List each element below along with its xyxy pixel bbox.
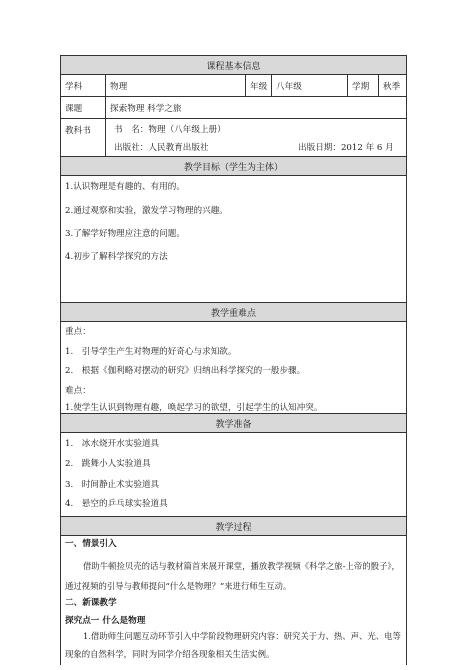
topic-value: 探索物理 科学之旅 <box>105 97 406 118</box>
focus-item: 2. 根据《伽利略对摆动的研究》归纳出科学探究的一般步骤。 <box>65 366 306 376</box>
goal-item: 1.认识物理是有趣的、有用的。 <box>65 182 185 192</box>
prep-item: 4. 悬空的乒乓球实验道具 <box>65 499 168 509</box>
goal-item: 4.初步了解科学探究的方法 <box>65 252 168 262</box>
process-title: 教学过程 <box>215 522 252 533</box>
topic-label: 课题 <box>65 103 83 114</box>
textbook-details <box>105 119 406 156</box>
inquiry1-title: 探究点一 什么是物理 <box>65 616 146 626</box>
subject-row <box>60 74 407 96</box>
subject-value: 物理 <box>105 75 245 96</box>
term-label: 学期 <box>347 75 378 96</box>
prep-body <box>60 432 407 516</box>
section1-paragraph-line2: 通过视频的引导与教师提问“什么是物理？”来进行师生互动。 <box>65 581 292 591</box>
prep-item: 2. 跳舞小人实验道具 <box>65 459 151 469</box>
difficulty-label: 难点： <box>65 386 91 396</box>
inquiry1-paragraph-line2: 现象的自然科学，同时为同学介绍各现象相关生活实例。 <box>65 649 275 659</box>
grade-value: 八年级 <box>271 75 347 96</box>
process-body <box>60 535 407 665</box>
focus-label: 重点： <box>65 327 91 337</box>
basic-info-title: 课程基本信息 <box>206 61 261 72</box>
goal-item: 3.了解学好物理应注意的问题。 <box>65 229 185 239</box>
section1-title: 一、情景引入 <box>65 539 117 549</box>
subject-label: 学科 <box>65 81 83 92</box>
difficulty-item: 1.使学生认识到物理有趣，唤起学习的欲望，引起学生的认知冲突。 <box>65 403 323 413</box>
prep-item: 3. 时间静止术实验道具 <box>65 480 160 490</box>
section2-title: 二、新课教学 <box>65 598 117 608</box>
keypoints-body <box>60 321 407 413</box>
textbook-row <box>60 118 407 156</box>
basic-info-header <box>60 55 407 74</box>
keypoints-header <box>60 302 407 321</box>
prep-header <box>60 413 407 432</box>
prep-item: 1. 冰水烧开水实验道具 <box>65 439 160 449</box>
prep-title: 教学准备 <box>215 419 252 430</box>
goals-body <box>60 175 407 302</box>
focus-item: 1. 引导学生产生对物理的好奇心与求知欲。 <box>65 347 237 357</box>
goals-header <box>60 156 407 175</box>
goal-item: 2.通过观察和实验，激发学习物理的兴趣。 <box>65 206 228 216</box>
process-header <box>60 516 407 535</box>
book-title: 书 名：物理（八年级上册） <box>114 125 226 135</box>
grade-label: 年级 <box>245 75 271 96</box>
goals-title: 教学目标（学生为主体） <box>183 162 283 173</box>
topic-row <box>60 96 407 118</box>
lesson-plan-table <box>60 55 407 659</box>
textbook-label: 教科书 <box>65 126 91 136</box>
keypoints-title: 教学重难点 <box>210 308 256 319</box>
book-publisher: 出版社：人民教育出版社 <box>114 143 209 153</box>
book-pub-date: 出版日期：2012 年 6 月 <box>298 143 394 153</box>
inquiry1-paragraph-line1: 1.借助师生问题互动环节引入中学阶段物理研究内容：研究关于力、热、声、光、电等 <box>83 631 401 641</box>
term-value: 秋季 <box>378 75 408 96</box>
section1-paragraph-line1: 借助牛顿捡贝壳的话与教材篇首来展开课堂，播放教学视频《科学之旅-上帝的骰子》， <box>83 561 400 571</box>
